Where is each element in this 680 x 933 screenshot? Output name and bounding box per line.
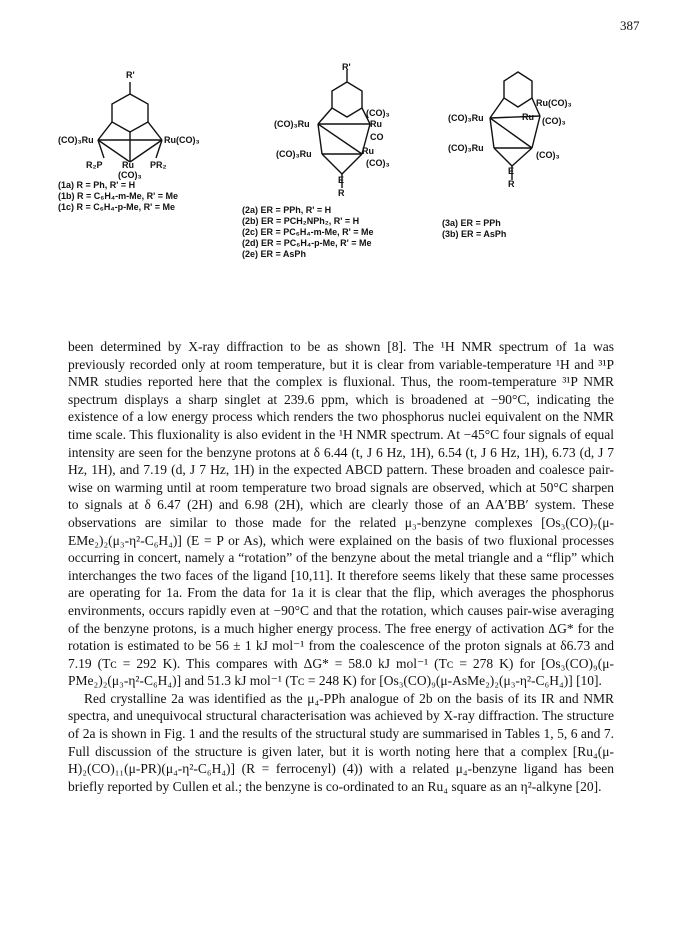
structure-1-bottom-right: PR₂ [150,160,167,170]
structure-3-co-mid: (CO)₃ [542,116,566,126]
legend-structure-1 [58,180,178,213]
structure-2-co-low: (CO)₃ [366,158,390,168]
structure-2-drawing [318,70,370,188]
structure-3-r-label: R [508,179,515,189]
structure-2-e-label: E [338,175,345,185]
structure-2-ru-low: Ru [362,146,374,156]
structure-3-left-upper: (CO)₃Ru [448,113,484,123]
legend-item: (1b) R = C₆H₄-m-Me, R' = Me [58,191,179,201]
legend-structure-2 [242,205,374,260]
structure-3-co-low: (CO)₃ [536,150,560,160]
legend-item: (3a) ER = PPh [442,218,501,228]
legend-item: (3b) ER = AsPh [442,229,507,239]
paragraph-2: Red crystalline 2a was identified as the μ₄-PPh analogue of 2b on the basis of its IR and NMR spectra, and unequivocal structural characterisation was achieved by X-ray diffraction. The structure of 2a is shown in Fig. 1 and the results of the structural study are summarised in Tables 1, 5, 6 and 7. Full discussion of the structure is given later, but it is worth noting here that a complex [Ru₄(μ-H)₂(CO)₁₁(μ-PR)(μ₄-η²-C₆H₄)] (R = ferrocenyl) (4)) with a related μ₄-benzyne ligand has been briefly reported by Cullen et al.; the benzyne is co-ordinated to an Ru₄ square as an η²-alkyne [20]. [68,690,614,794]
legend-item: (2c) ER = PC₆H₄-m-Me, R' = Me [242,227,374,237]
legend-item: (2e) ER = AsPh [242,249,306,259]
chemical-structures-figure [58,62,630,322]
structure-1-bottom-mid: Ru [122,160,134,170]
structure-1-drawing [98,82,162,162]
legend-item: (1a) R = Ph, R' = H [58,180,136,190]
structure-2-top-label: R' [342,62,351,72]
structure-1-bottom-left: R₂P [86,160,103,170]
structure-2-co-top: (CO)₃ [366,108,390,118]
page-number: 387 [620,18,640,33]
structure-3-e-label: E [508,166,515,176]
structure-1-right-label: Ru(CO)₃ [164,135,200,145]
structure-1-top-label: R' [126,70,135,80]
structure-3-left-lower: (CO)₃Ru [448,143,484,153]
structure-2-ru-mid: Ru [370,119,382,129]
paragraph-1: been determined by X-ray diffraction to be as shown [8]. The ¹H NMR spectrum of 1a was previously recorded only at room temperature, but it is clear from variable-temperature ¹H and ³¹P NMR studies reported here that the complex is fluxional. Thus, the room-temperature ³¹P NMR spectrum displays a sharp singlet at 239.6 ppm, which is broadened at −90°C, indicating the existence of a low energy process which renders the two phosphorus nuclei equivalent on the NMR time scale. This fluxionality is also evident in the ¹H NMR spectrum. At −45°C four signals of equal intensity are seen for the benzyne protons at δ 6.44 (t, J 6 Hz, 1H), 6.54 (t, J 6 Hz, 1H), 6.73 (d, J 7 Hz, 1H), and 7.19 (d, J 7 Hz, 1H) in the expected ABCD pattern. These broaden and coalesce pair-wise on warming until at room temperature two broad signals are observed, which at 50°C sharpen to signals at δ 6.47 (2H) and 6.98 (2H), which are clearly those of an AA′BB′ system. These observations are similar to those made for the related μ₃-benzyne complexes [Os₃(CO)₇(μ-EMe₂)₂(μ₃-η²-C₆H₄)] (E = P or As), which were explained on the basis of two fluxional processes occurring in concert, namely a “rotation” of the benzyne about the metal triangle and a “flip” which interchanges the two faces of the ligand [10,11]. It therefore seems likely that these same processes are operating for 1a. From the data for 1a it is clear that the flip, which averages the phosphorus environments, occurs rapidly even at −90°C and that the rotation, which causes pair-wise averaging of the benzyne protons, is a much higher energy process. The free energy of activation ΔG* for the rotation is estimated to be 56 ± 1 kJ mol⁻¹ from the coalescence of the proton signals at δ6.73 and 7.19 (Tᴄ = 292 K). This compares with ΔG* = 58.0 kJ mol⁻¹ (Tᴄ = 278 K) for [Os₃(CO)₉(μ-PMe₂)₂(μ₃-η²-C₆H₄)] and 51.3 kJ mol⁻¹ (Tᴄ = 248 K) for [Os₃(CO)₉(μ-AsMe₂)₂(μ₃-η²-C₆H₄)] [10]. [68,339,614,689]
structure-1-bottom-co: (CO)₃ [118,170,142,180]
structure-3-right-upper: Ru(CO)₃ [536,98,572,108]
legend-item: (1c) R = C₆H₄-p-Me, R' = Me [58,202,176,212]
structure-2-left-lower: (CO)₃Ru [276,149,312,159]
structure-2-left-upper: (CO)₃Ru [274,119,310,129]
structure-1-left-label: (CO)₃Ru [58,135,94,145]
structure-2-co-mid: CO [370,132,384,142]
body-text [68,338,614,795]
structure-3-ru-mid: Ru [522,112,534,122]
legend-structure-3 [442,218,506,240]
structure-2-r-label: R [338,188,345,198]
legend-item: (2d) ER = PC₆H₄-p-Me, R' = Me [242,238,372,248]
structure-3-drawing [490,72,540,180]
legend-item: (2a) ER = PPh, R' = H [242,205,332,215]
legend-item: (2b) ER = PCH₂NPh₂, R' = H [242,216,360,226]
